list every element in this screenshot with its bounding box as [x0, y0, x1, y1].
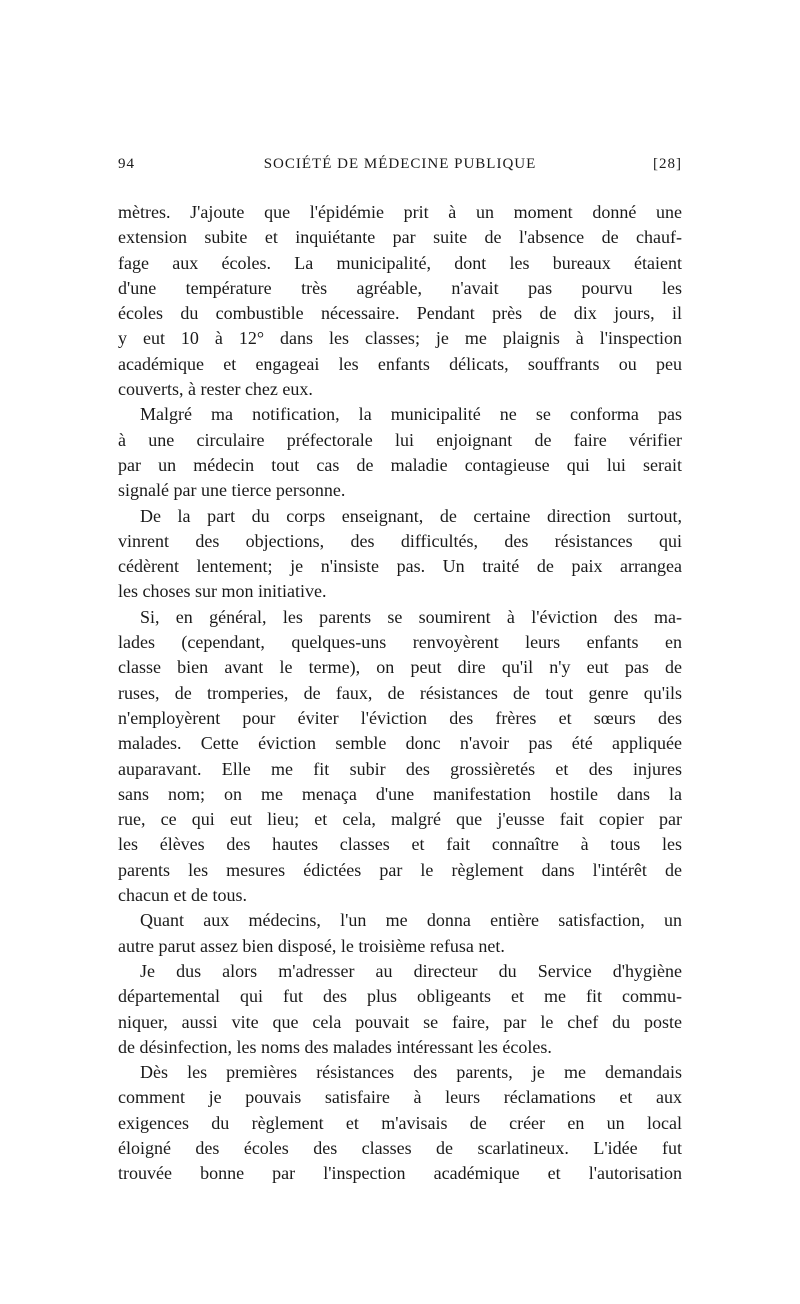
text-line: Quant aux médecins, l'un me donna entière satisfaction, un: [140, 910, 682, 931]
paragraph: [118, 200, 682, 402]
text-line: départemental qui fut des plus obligeants et me fit commu-: [118, 986, 682, 1007]
text-line: ruses, de tromperies, de faux, de résistances de tout genre qu'ils: [118, 682, 682, 703]
text-line: classe bien avant le terme), on peut dire qu'il n'y eut pas de: [118, 657, 682, 678]
text-line: cédèrent lentement; je n'insiste pas. Un traité de paix arrangea: [118, 556, 682, 577]
text-line: signalé par une tierce personne.: [118, 480, 346, 501]
page-number: 94: [118, 156, 135, 172]
running-title: SOCIÉTÉ DE MÉDECINE PUBLIQUE: [263, 156, 537, 172]
text-line: fage aux écoles. La municipalité, dont les bureaux étaient: [118, 252, 682, 273]
paragraph: [118, 959, 682, 1060]
text-line: par un médecin tout cas de maladie contagieuse qui lui serait: [118, 454, 682, 475]
text-line: vinrent des objections, des difficultés, des résistances qui: [118, 530, 682, 551]
text-line: parents les mesures édictées par le règlement dans l'intérêt de: [118, 859, 682, 880]
text-line: écoles du combustible nécessaire. Pendant près de dix jours, il: [118, 303, 682, 324]
text-line: extension subite et inquiétante par suite de l'absence de chauf-: [118, 227, 682, 248]
text-line: Si, en général, les parents se soumirent à l'éviction des ma-: [140, 606, 682, 627]
text-line: les choses sur mon initiative.: [118, 581, 327, 602]
text-line: de désinfection, les noms des malades intéressant les écoles.: [118, 1036, 552, 1057]
text-line: Dès les premières résistances des parents, je me demandais: [140, 1062, 682, 1083]
text-line: à une circulaire préfectorale lui enjoignant de faire vérifier: [118, 429, 682, 450]
text-line: chacun et de tous.: [118, 885, 247, 906]
paragraph: [118, 504, 682, 605]
text-line: Je dus alors m'adresser au directeur du Service d'hygiène: [140, 960, 682, 981]
paragraph: [118, 1060, 682, 1186]
text-line: y eut 10 à 12° dans les classes; je me plaignis à l'inspection: [118, 328, 682, 349]
text-line: autre parut assez bien disposé, le troisième refusa net.: [118, 935, 505, 956]
text-line: trouvée bonne par l'inspection académique et l'autorisation: [118, 1163, 682, 1184]
text-line: les élèves des hautes classes et fait connaître à tous les: [118, 834, 682, 855]
text-line: Malgré ma notification, la municipalité ne se conforma pas: [140, 404, 682, 425]
text-line: sans nom; on me menaça d'une manifestation hostile dans la: [118, 783, 682, 804]
text-line: lades (cependant, quelques-uns renvoyèrent leurs enfants en: [118, 632, 682, 653]
text-line: académique et engageai les enfants délicats, souffrants ou peu: [118, 353, 682, 374]
text-line: couverts, à rester chez eux.: [118, 379, 313, 400]
paragraph: [118, 402, 682, 503]
text-line: malades. Cette éviction semble donc n'avoir pas été appliquée: [118, 733, 682, 754]
text-line: n'employèrent pour éviter l'éviction des frères et sœurs des: [118, 707, 682, 728]
paragraph: [118, 908, 682, 959]
text-line: mètres. J'ajoute que l'épidémie prit à un moment donné une: [118, 202, 682, 222]
body-text: [118, 200, 682, 1187]
text-line: rue, ce qui eut lieu; et cela, malgré que j'eusse fait copier par: [118, 809, 682, 830]
text-line: éloigné des écoles des classes de scarlatineux. L'idée fut: [118, 1137, 682, 1158]
text-line: De la part du corps enseignant, de certaine direction surtout,: [140, 505, 682, 526]
signature-mark: [28]: [653, 156, 682, 172]
text-line: exigences du règlement et m'avisais de créer en un local: [118, 1112, 682, 1133]
paragraph: [118, 605, 682, 909]
text-line: comment je pouvais satisfaire à leurs réclamations et aux: [118, 1087, 682, 1108]
text-line: d'une température très agréable, n'avait pas pourvu les: [118, 277, 682, 298]
text-line: auparavant. Elle me fit subir des grossièretés et des injures: [118, 758, 682, 779]
running-header: [118, 156, 682, 180]
text-line: niquer, aussi vite que cela pouvait se faire, par le chef du poste: [118, 1011, 682, 1032]
